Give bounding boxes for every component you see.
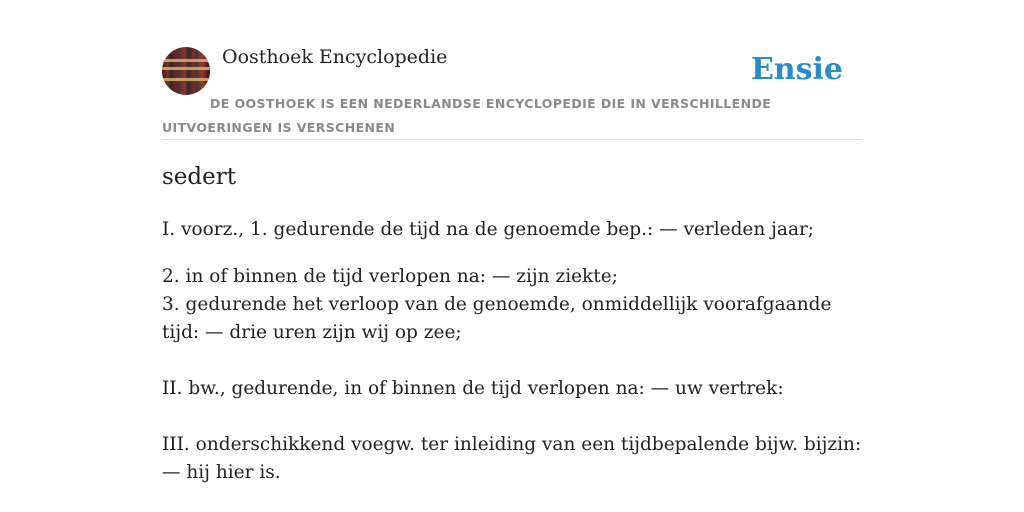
encyclopedia-books-icon[interactable] — [162, 47, 210, 95]
definition-line: II. bw., gedurende, in of binnen de tijd verlopen na: — uw vertrek: — [162, 378, 784, 399]
entry-definition — [162, 216, 862, 487]
definition-line: 2. in of binnen de tijd verlopen na: — zijn ziekte; — [162, 266, 618, 287]
definition-line: I. voorz., 1. gedurende de tijd na de genoemde bep.: — verleden jaar; — [162, 219, 815, 240]
brand-logo[interactable]: Ensie — [750, 52, 843, 87]
entry-term: sedert — [162, 164, 236, 190]
definition-line: III. onderschikkend voegw. ter inleiding van een tijdbepalende bijw. bijzin: — hij hier is. — [162, 434, 862, 483]
definition-line: 3. gedurende het verloop van de genoemde, onmiddellijk voorafgaande tijd: — drie uren zijn wij op zee; — [162, 294, 832, 343]
source-title[interactable]: Oosthoek Encyclopedie — [222, 46, 448, 68]
source-description: DE OOSTHOEK IS EEN NEDERLANDSE ENCYCLOPEDIE DIE IN VERSCHILLENDE UITVOERINGEN IS VERSCHENEN — [162, 96, 772, 135]
divider — [162, 139, 862, 140]
